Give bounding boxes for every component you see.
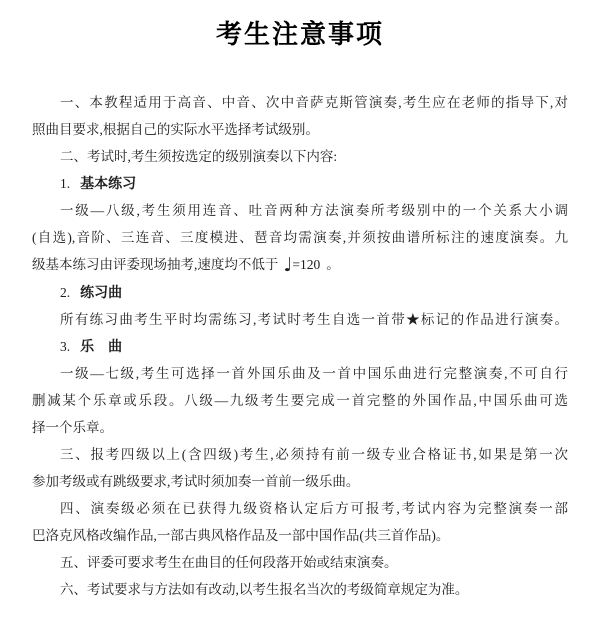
section-heading-pieces xyxy=(32,333,568,360)
document-body xyxy=(32,89,568,603)
quarter-note-icon: ♩ xyxy=(283,254,293,276)
text-line: 五、评委可要求考生在曲目的任何段落开始或结束演奏。 xyxy=(60,555,398,570)
tempo-line-end: 。 xyxy=(326,257,340,272)
text-line: 巴洛克风格改编作品,一部古典风格作品及一部中国作品(共三首作品)。 xyxy=(32,528,450,543)
section-heading-basic-exercises xyxy=(32,170,568,197)
section-label: 练习曲 xyxy=(80,284,123,300)
text-line: 照曲目要求,根据自己的实际水平选择考试级别。 xyxy=(32,122,319,137)
section-label: 基本练习 xyxy=(80,175,137,191)
section-heading-etudes xyxy=(32,279,568,306)
text-line: 一、本教程适用于高音、中音、次中音萨克斯管演奏,考生应在老师的指导下,对 xyxy=(60,95,568,110)
text-line-tempo xyxy=(32,251,568,279)
tempo-line-prefix: 级基本练习由评委现场抽考,速度均不低于 xyxy=(32,257,279,272)
text-line: 三、报考四级以上(含四级)考生,必须持有前一级专业合格证书,如果是第一次 xyxy=(60,447,568,462)
text-line: 六、考试要求与方法如有改动,以考生报名当次的考级简章规定为准。 xyxy=(60,582,469,597)
text-line: 参加考级或有跳级要求,考试时须加奏一首前一级乐曲。 xyxy=(32,474,360,489)
tempo-value: =120 xyxy=(292,257,321,272)
section-number: 3. xyxy=(60,339,71,354)
section-number: 2. xyxy=(60,285,71,300)
text-line: 所有练习曲考生平时均需练习,考试时考生自选一首带★标记的作品进行演奏。 xyxy=(60,312,568,327)
text-line: 择一个乐章。 xyxy=(32,420,113,435)
text-line: 一级—七级,考生可选择一首外国乐曲及一首中国乐曲进行完整演奏,不可自行 xyxy=(60,366,568,381)
text-line: 删减某个乐章或乐段。八级—九级考生要完成一首完整的外国作品,中国乐曲可选 xyxy=(32,393,568,408)
text-line: 二、考试时,考生须按选定的级别演奏以下内容: xyxy=(60,149,338,164)
text-line: 一级—八级,考生须用连音、吐音两种方法演奏所考级别中的一个关系大小调 xyxy=(60,203,568,218)
text-line: (自选),音阶、三连音、三度模进、琶音均需演奏,并须按曲谱所标注的速度演奏。九 xyxy=(32,230,568,245)
section-label: 乐 曲 xyxy=(80,338,123,354)
text-line: 四、演奏级必须在已获得九级资格认定后方可报考,考试内容为完整演奏一部 xyxy=(60,501,568,516)
page-title: 考生注意事项 xyxy=(215,19,384,49)
section-number: 1. xyxy=(60,176,71,191)
